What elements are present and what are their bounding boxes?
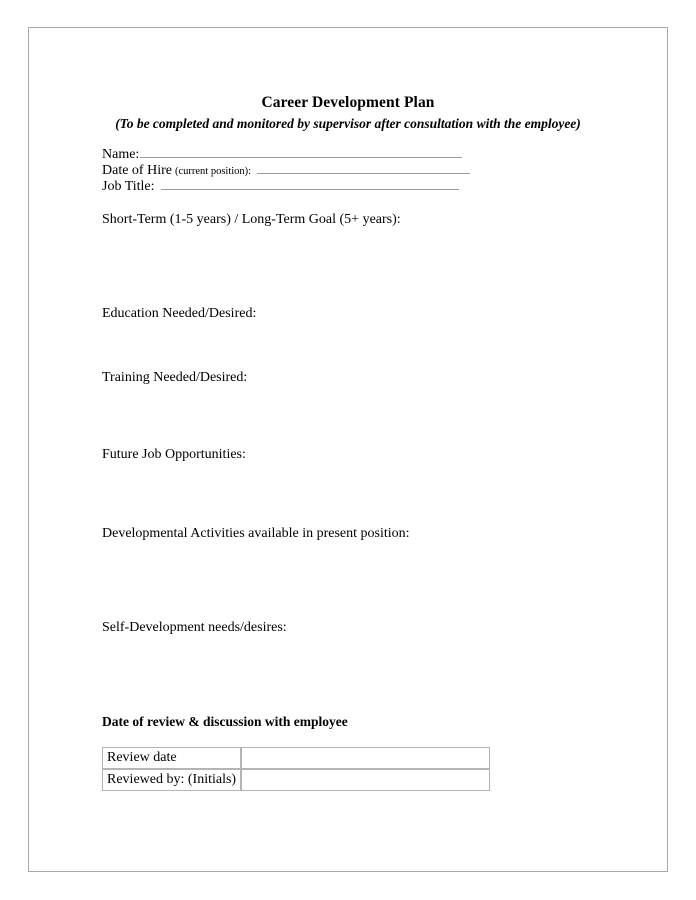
name-input[interactable] [140, 146, 462, 158]
section-heading-training: Training Needed/Desired: [102, 370, 248, 385]
field-row-date-of-hire [102, 162, 622, 178]
review-date-value[interactable] [241, 747, 490, 769]
review-section-heading: Date of review & discussion with employee [102, 714, 348, 729]
reviewed-by-label: Reviewed by: (Initials) [102, 769, 241, 791]
section-heading-developmental-activities: Developmental Activities available in present position: [102, 526, 410, 541]
name-label: Name: [102, 147, 140, 162]
review-date-label: Review date [102, 747, 241, 769]
date-of-hire-input[interactable] [257, 162, 470, 174]
table-row [102, 769, 490, 791]
field-row-job-title [102, 178, 622, 194]
job-title-input[interactable] [161, 178, 459, 190]
page-title: Career Development Plan [261, 94, 435, 112]
identity-fields [102, 146, 622, 194]
section-heading-future-jobs: Future Job Opportunities: [102, 447, 246, 462]
section-heading-self-development: Self-Development needs/desires: [102, 620, 287, 635]
section-heading-education: Education Needed/Desired: [102, 306, 257, 321]
date-of-hire-label: Date of Hire [102, 163, 172, 178]
date-of-hire-note: (current position): [174, 166, 252, 177]
document-subtitle: (To be completed and monitored by supervisor after consultation with the employee) [115, 116, 581, 131]
field-row-name [102, 146, 622, 162]
job-title-label: Job Title: [102, 179, 155, 194]
section-heading-goals: Short-Term (1-5 years) / Long-Term Goal (5+ years): [102, 212, 401, 227]
review-table [102, 747, 490, 791]
table-row [102, 747, 490, 769]
reviewed-by-value[interactable] [241, 769, 490, 791]
document-page [28, 27, 668, 872]
